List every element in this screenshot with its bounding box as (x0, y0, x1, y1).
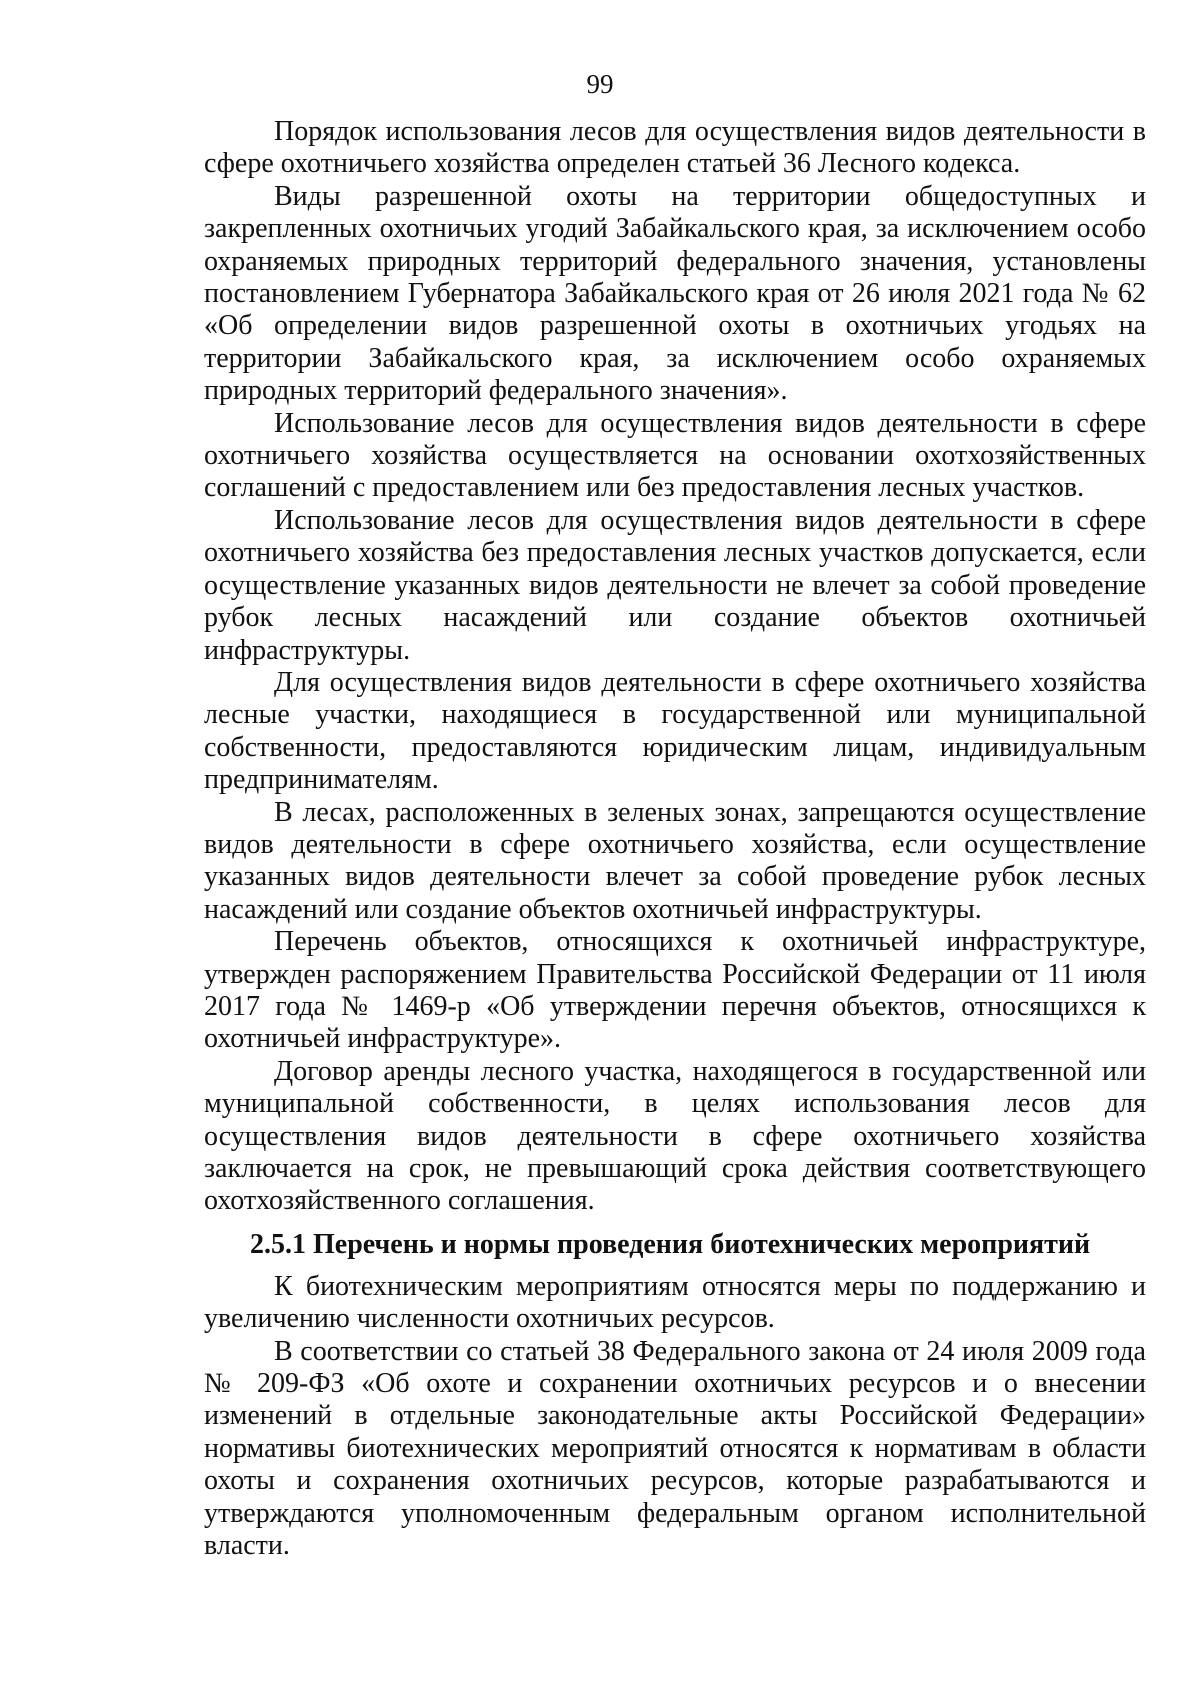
paragraph: В лесах, расположенных в зеленых зонах, запрещаются осуществление видов деятельности в сфере охотничьего хозяйства, если осуществление указанных видов деятельности влечет за собой проведение рубок лесных насаждений или создание объектов охотничьей инфраструктуры. (204, 796, 1146, 925)
paragraph: Перечень объектов, относящихся к охотничьей инфраструктуре, утвержден распоряжением Правительства Российской Федерации от 11 июля 2017 года № 1469-р «Об утверждении перечня объектов, относящихся к охотничьей инфраструктуре». (204, 926, 1146, 1055)
paragraph: Порядок использования лесов для осуществления видов деятельности в сфере охотничьего хозяйства определен статьей 36 Лесного кодекса. (204, 116, 1146, 180)
paragraph: Использование лесов для осуществления видов деятельности в сфере охотничьего хозяйства без предоставления лесных участков допускается, если осуществление указанных видов деятельности не влечет за собой проведение рубок лесных насаждений или создание объектов охотничьей инфраструктуры. (204, 504, 1146, 666)
paragraph: Договор аренды лесного участка, находящегося в государственной или муниципальной собственности, в целях использования лесов для осуществления видов деятельности в сфере охотничьего хозяйства заключается на срок, не превышающий срока действия соответствующего охотхозяйственного соглашения. (204, 1055, 1146, 1217)
paragraph: К биотехническим мероприятиям относятся меры по поддержанию и увеличению численности охотничьих ресурсов. (204, 1270, 1146, 1335)
paragraph: В соответствии со статьей 38 Федерального закона от 24 июля 2009 года № 209-ФЗ «Об охоте и сохранении охотничьих ресурсов и о внесении изменений в отдельные законодательные акты Российской Федерации» нормативы биотехнических мероприятий относятся к нормативам в области охоты и сохранения охотничьих ресурсов, которые разрабатываются и утверждаются уполномоченным федеральным органом исполнительной власти. (204, 1335, 1146, 1562)
paragraph: Использование лесов для осуществления видов деятельности в сфере охотничьего хозяйства осуществляется на основании охотхозяйственных соглашений с предоставлением или без предоставления лесных участков. (204, 407, 1146, 504)
page-number: 99 (586, 69, 614, 99)
section-heading: 2.5.1 Перечень и нормы проведения биотехнических мероприятий (250, 1228, 1091, 1260)
paragraph: Виды разрешенной охоты на территории общедоступных и закрепленных охотничьих угодий Забайкальского края, за исключением особо охраняемых природных территорий федерального значения, установлены постановлением Губернатора Забайкальского края от 26 июля 2021 года № 62 «Об определении видов разрешенной охоты в охотничьих угодьях на территории Забайкальского края, за исключением особо охраняемых природных территорий федерального значения». (204, 180, 1146, 407)
page-body (204, 116, 1146, 1562)
paragraph: Для осуществления видов деятельности в сфере охотничьего хозяйства лесные участки, находящиеся в государственной или муниципальной собственности, предоставляются юридическим лицам, индивидуальным предпринимателям. (204, 666, 1146, 796)
